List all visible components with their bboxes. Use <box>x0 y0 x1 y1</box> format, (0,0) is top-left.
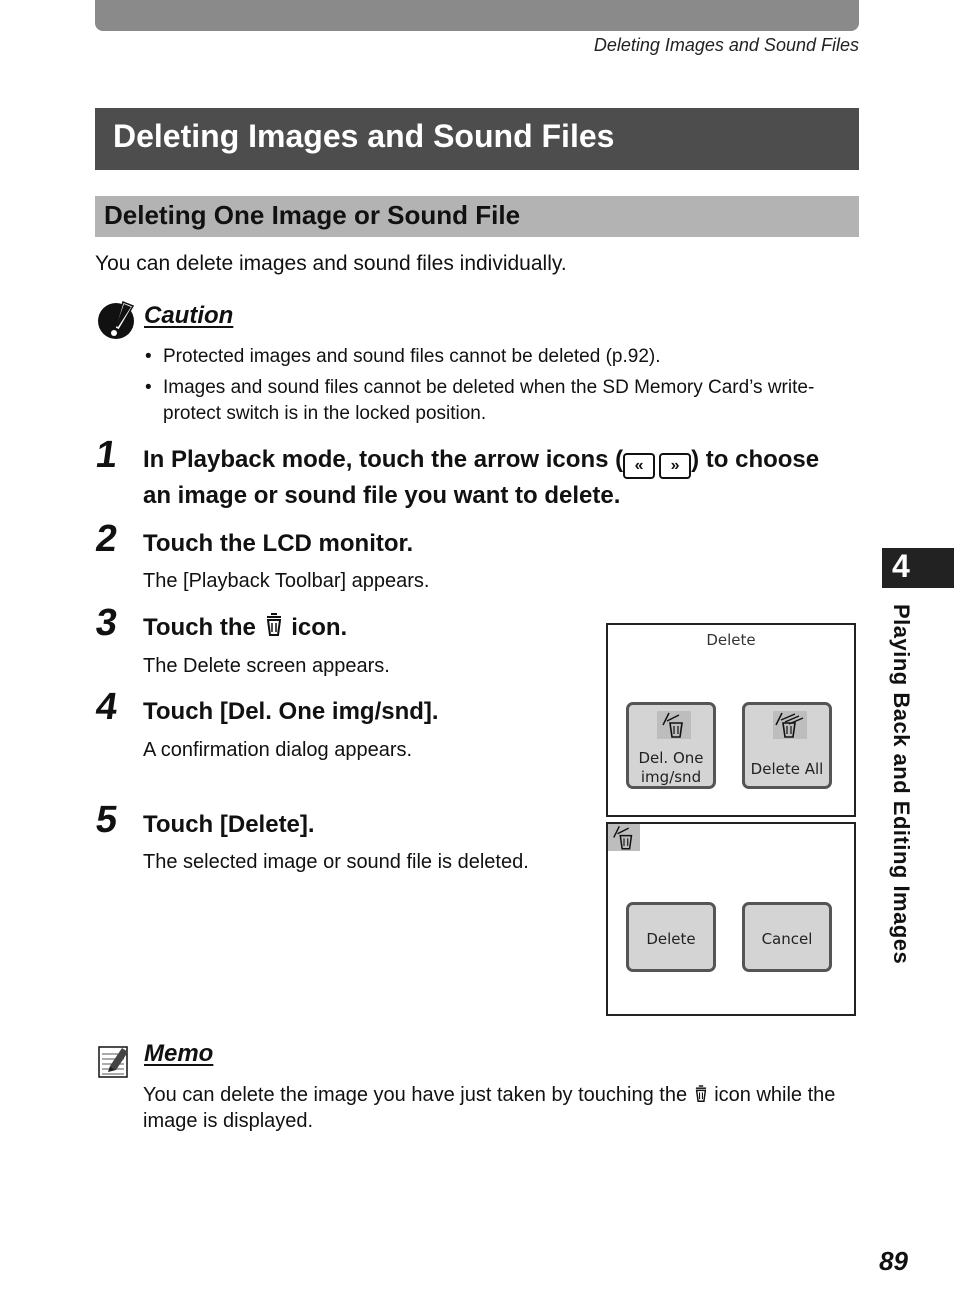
double-chevron-left-icon: « <box>623 453 655 479</box>
step-heading-text: Touch the <box>143 614 256 641</box>
delete-screen <box>606 623 856 817</box>
delete-confirm-button[interactable] <box>626 902 716 972</box>
step-description: The selected image or sound file is deleted. <box>143 851 529 873</box>
caution-bullet-text: Protected images and sound files cannot be deleted (p.92). <box>163 346 661 367</box>
delete-one-icon <box>659 711 689 739</box>
del-one-button[interactable] <box>626 702 716 789</box>
button-label: Cancel <box>761 930 813 948</box>
caution-bullet <box>145 375 843 427</box>
step-heading <box>143 611 347 645</box>
confirm-screen <box>606 822 856 1016</box>
memo-label: Memo <box>144 1040 214 1067</box>
memo-icon <box>98 1044 130 1078</box>
caution-label: Caution <box>144 302 234 329</box>
page-title: Deleting Images and Sound Files <box>113 118 615 154</box>
button-label: img/snd <box>640 768 702 786</box>
chapter-number: 4 <box>892 548 910 584</box>
step-description: The [Playback Toolbar] appears. <box>143 570 430 592</box>
double-chevron-right-icon: » <box>659 453 691 479</box>
step-heading: Touch [Del. One img/snd]. <box>143 698 439 725</box>
step-heading-text: ) to choose an image or sound file you want to delete. <box>143 446 820 509</box>
memo-text-part: icon while the image is displayed. <box>143 1084 836 1132</box>
caution-bullet-text: Images and sound files cannot be deleted when the SD Memory Card’s write-protect switch is in the locked position. <box>163 377 815 424</box>
step-number: 2 <box>93 518 121 560</box>
memo-text-part: You can delete the image you have just taken by touching the <box>143 1084 688 1106</box>
step-number: 3 <box>93 602 121 644</box>
trash-icon <box>263 613 285 637</box>
bullet-dot: • <box>145 377 152 398</box>
running-header: Deleting Images and Sound Files <box>593 35 859 55</box>
step-number: 1 <box>93 434 121 476</box>
trash-icon <box>693 1085 709 1103</box>
chapter-title: Playing Back and Editing Images <box>889 604 914 965</box>
step-description: A confirmation dialog appears. <box>143 739 413 761</box>
step-heading-text: In Playback mode, touch the arrow icons ( <box>143 446 624 473</box>
intro-text: You can delete images and sound files individually. <box>95 252 567 275</box>
step-number: 4 <box>93 686 121 728</box>
cancel-button[interactable] <box>742 902 832 972</box>
button-label: Delete <box>646 930 696 948</box>
step-heading: Touch the LCD monitor. <box>143 530 414 557</box>
delete-one-icon <box>610 824 638 851</box>
delete-all-icon <box>773 711 807 739</box>
delete-all-button[interactable] <box>742 702 832 789</box>
caution-icon <box>97 300 137 340</box>
step-heading-text: icon. <box>291 614 348 641</box>
screen-title: Delete <box>706 631 756 649</box>
bullet-dot: • <box>145 346 152 367</box>
step-heading <box>143 443 843 513</box>
top-header-bar <box>95 0 859 31</box>
step-number: 5 <box>93 799 121 841</box>
step-heading: Touch [Delete]. <box>143 811 315 838</box>
caution-bullet <box>145 344 853 370</box>
memo-text <box>143 1082 853 1134</box>
section-subtitle: Deleting One Image or Sound File <box>104 200 521 230</box>
step-description: The Delete screen appears. <box>143 655 390 677</box>
button-label: Del. One <box>638 749 704 767</box>
button-label: Delete All <box>750 760 824 778</box>
page-number: 89 <box>879 1246 908 1276</box>
